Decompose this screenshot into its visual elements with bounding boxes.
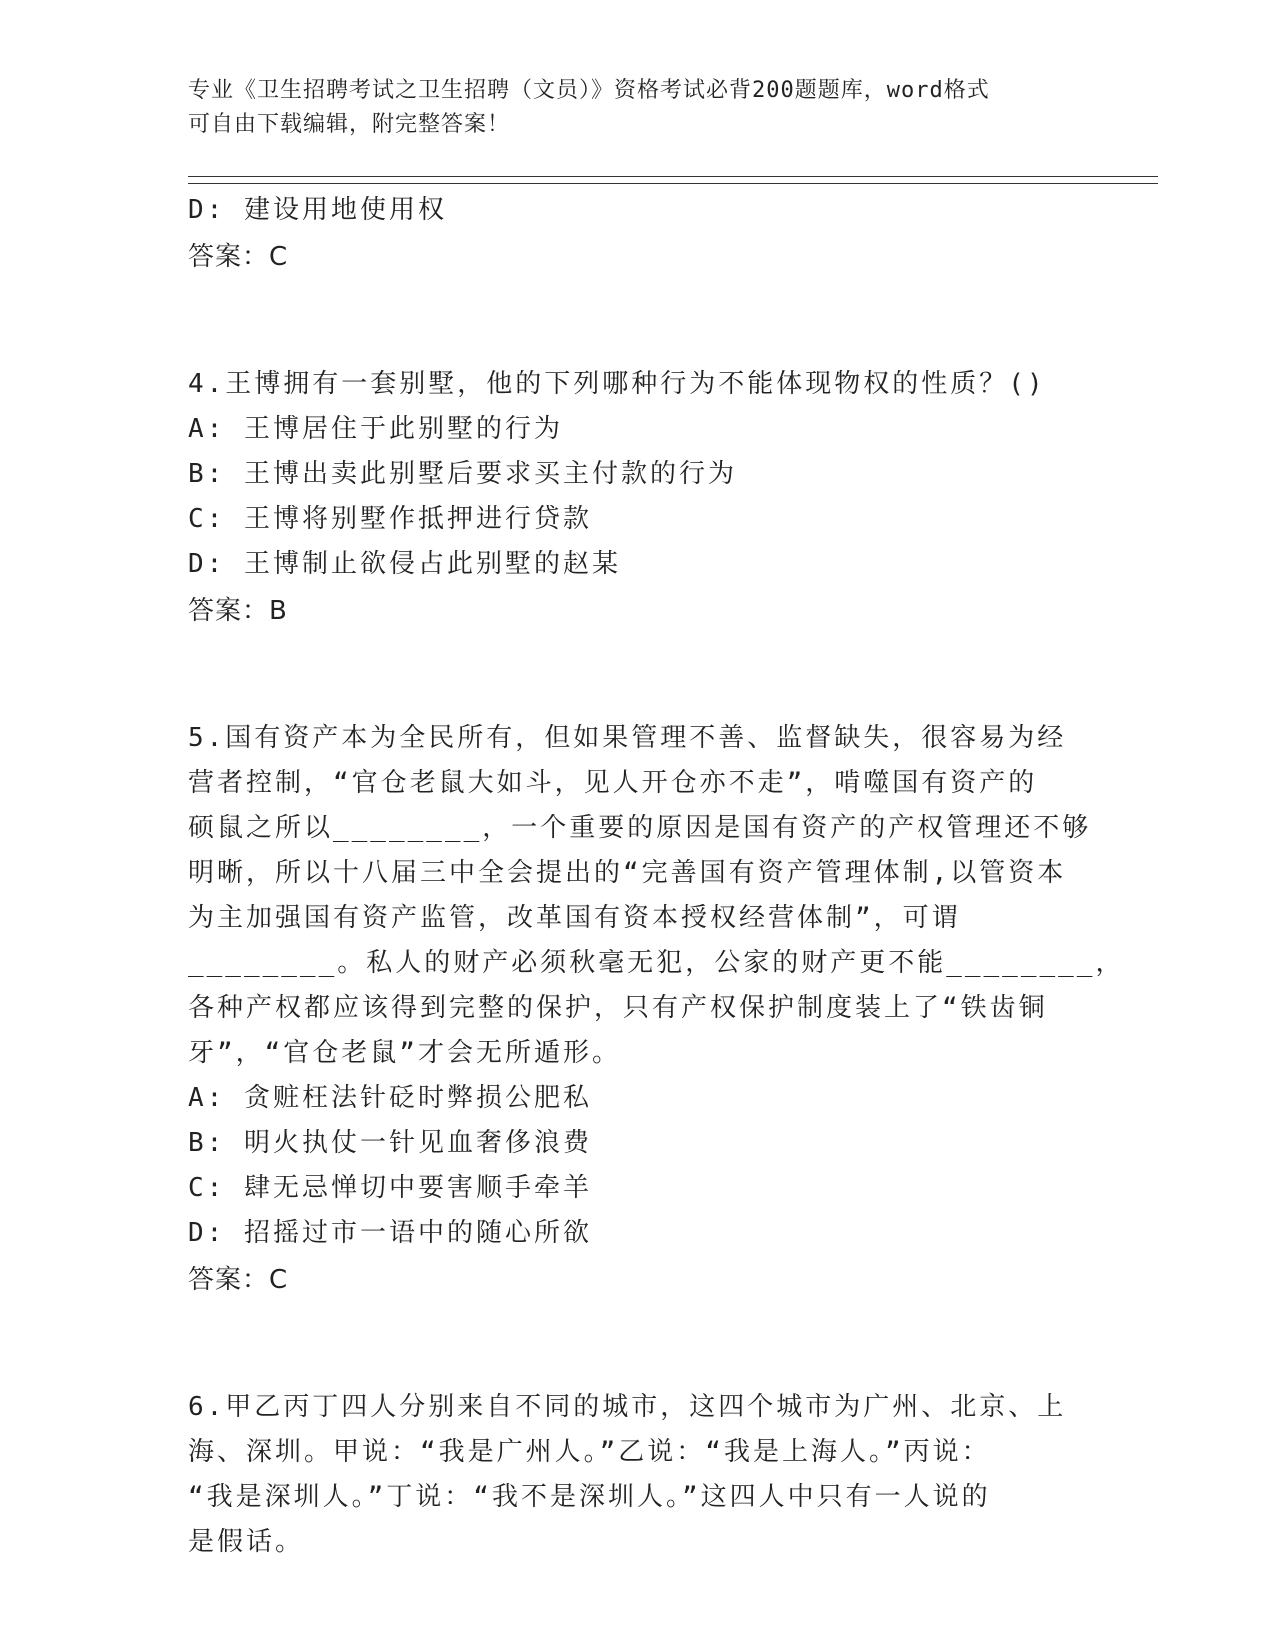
document-header: [188, 74, 1068, 142]
question-stem: “我是深圳人。”丁说：“我不是深圳人。”这四人中只有一人说的: [188, 1482, 991, 1512]
header-title-line-2: 可自由下载编辑，附完整答案！: [188, 112, 511, 137]
question-stem: 4.王博拥有一套别墅，他的下列哪种行为不能体现物权的性质？(): [188, 369, 1046, 399]
answer-line: 答案：B: [188, 596, 288, 626]
question-block: [188, 1385, 1088, 1565]
option-d: D: 建设用地使用权: [188, 195, 447, 225]
question-stem: 6.甲乙丙丁四人分别来自不同的城市，这四个城市为广州、北京、上: [188, 1392, 1067, 1422]
option-c: C: 王博将别墅作抵押进行贷款: [188, 504, 592, 534]
question-stem: 是假话。: [188, 1527, 305, 1557]
question-stem: 硕鼠之所以________，一个重要的原因是国有资产的产权管理还不够: [188, 813, 1092, 843]
option-b: B: 王博出卖此别墅后要求买主付款的行为: [188, 459, 737, 489]
question-stem: 营者控制，“官仓老鼠大如斗，见人开仓亦不走”，啃噬国有资产的: [188, 768, 1038, 798]
option-b: B: 明火执仗一针见血奢侈浪费: [188, 1128, 592, 1158]
option-d: D: 王博制止欲侵占此别墅的赵某: [188, 549, 621, 579]
answer-line: 答案：C: [188, 242, 289, 272]
question-stem: ________。私人的财产必须秋毫无犯，公家的财产更不能________，: [188, 948, 1125, 978]
question-stem: 5.国有资产本为全民所有，但如果管理不善、监督缺失，很容易为经: [188, 723, 1067, 753]
option-a: A: 贪赃枉法针砭时弊损公肥私: [188, 1083, 592, 1113]
header-divider: [188, 176, 1158, 184]
option-c: C: 肆无忌惮切中要害顺手牵羊: [188, 1173, 592, 1203]
question-block: [188, 362, 1088, 635]
header-title-line-1: 专业《卫生招聘考试之卫生招聘（文员）》资格考试必背200题题库，word格式: [188, 78, 990, 103]
spacer: [188, 635, 1088, 716]
question-stem: 各种产权都应该得到完整的保护，只有产权保护制度装上了“铁齿铜: [188, 993, 1048, 1023]
question-stem: 为主加强国有资产监管，改革国有资本授权经营体制”，可谓: [188, 903, 961, 933]
question-content: [188, 188, 1125, 1565]
question-stem: 海、深圳。甲说：“我是广州人。”乙说：“我是上海人。”丙说：: [188, 1437, 991, 1467]
question-stem: 明晰，所以十八届三中全会提出的“完善国有资产管理体制,以管资本: [188, 858, 1067, 888]
option-a: A: 王博居住于此别墅的行为: [188, 414, 563, 444]
spacer: [188, 1304, 1088, 1385]
answer-line: 答案：C: [188, 1265, 289, 1295]
option-d: D: 招摇过市一语中的随心所欲: [188, 1218, 592, 1248]
question-stem: 牙”，“官仓老鼠”才会无所遁形。: [188, 1038, 621, 1068]
spacer: [188, 281, 1088, 362]
question-block: [188, 716, 1125, 1304]
